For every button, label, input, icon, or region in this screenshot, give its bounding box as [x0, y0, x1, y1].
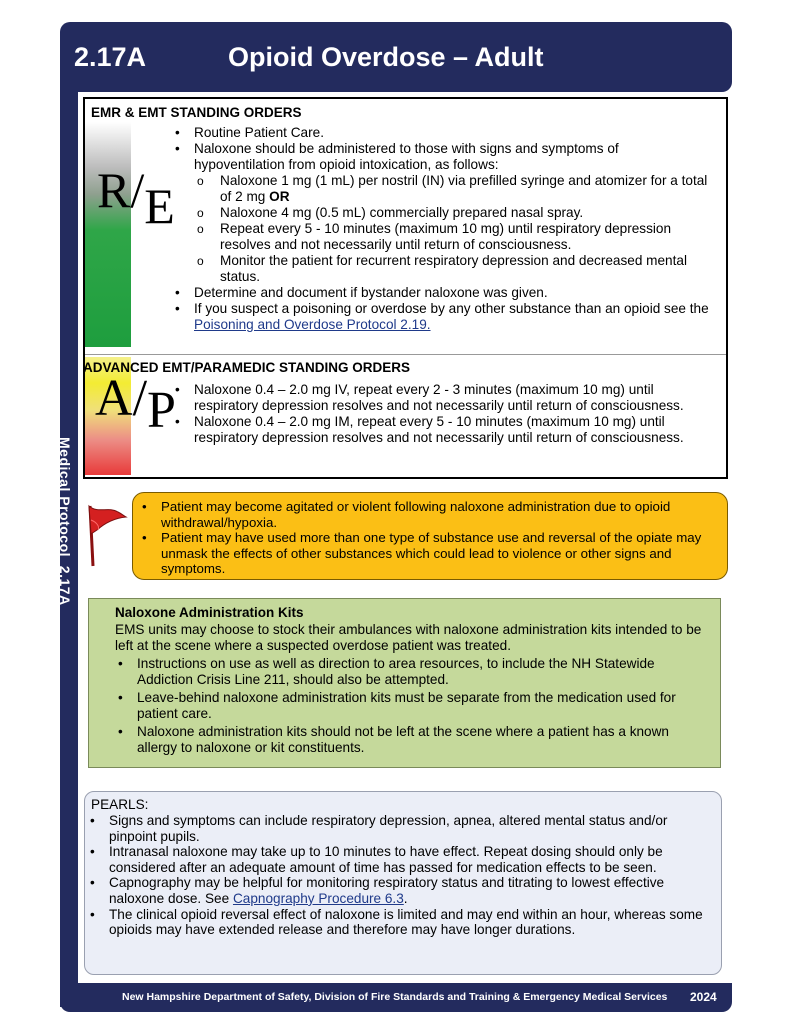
emr-orders-list: [172, 125, 712, 333]
re-badge: [97, 162, 175, 234]
red-flag-icon: [80, 500, 130, 570]
side-label: Medical Protocol 2.17A: [57, 437, 73, 606]
emr-section-title: EMR & EMT STANDING ORDERS: [91, 105, 302, 120]
pearls-list: [87, 813, 711, 938]
list-item: • The clinical opioid reversal effect of naloxone is limited and may end within an hour, whereas some opioids may have extended release and therefore may have longer durations.: [87, 907, 711, 938]
list-item: • Signs and symptoms can include respiratory depression, apnea, altered mental status and/or pinpoint pupils.: [87, 813, 711, 844]
page-title: Opioid Overdose – Adult: [228, 42, 544, 72]
list-item: • Naloxone 0.4 – 2.0 mg IM, repeat every 5 - 10 minutes (maximum 10 mg) until respiratory depression resolves and not necessarily until return of consciousness.: [172, 414, 712, 446]
list-item: • Naloxone should be administered to those with signs and symptoms of hypoventilation from opioid intoxication, as follows: o Naloxone 1 mg (1 mL) per nostril (IN) via prefilled syringe and atomizer for a total of 2 mg OR o Naloxone 4 mg (0.5 mL) commercially prepared nasal spray. o Repeat every 5 - 10 minutes (maximum 10 mg) until respiratory depression resolves and not necessarily until return of consciousness. o Monitor the patient for recurrent respiratory depression and decreased mental status.: [172, 141, 712, 285]
footer-year: 2024: [690, 990, 717, 1004]
poisoning-protocol-link[interactable]: Poisoning and Overdose Protocol 2.19.: [194, 317, 431, 332]
naloxone-sublist: [194, 173, 712, 285]
section-divider: [85, 354, 726, 355]
list-item: • Naloxone administration kits should not be left at the scene where a patient has a known allergy to naloxone or kit constituents.: [115, 724, 711, 756]
ap-badge: [95, 370, 176, 439]
list-item: • Naloxone 0.4 – 2.0 mg IV, repeat every 2 - 3 minutes (maximum 10 mg) until respiratory depression resolves and not necessarily until return of consciousness.: [172, 382, 712, 414]
kit-intro: EMS units may choose to stock their ambulances with naloxone administration kits intended to be left at the scene where a suspected overdose patient was treated.: [115, 622, 702, 653]
sub-list-item: o Naloxone 4 mg (0.5 mL) commercially prepared nasal spray.: [194, 205, 712, 221]
advanced-section-title: ADVANCED EMT/PARAMEDIC STANDING ORDERS: [83, 360, 411, 375]
ap-badge-letter-p: P: [147, 382, 176, 439]
list-item: • Patient may become agitated or violent following naloxone administration due to opioid withdrawal/hypoxia.: [139, 499, 721, 530]
warning-list: [139, 499, 721, 577]
kit-title: Naloxone Administration Kits: [115, 605, 304, 620]
list-item: • Patient may have used more than one type of substance use and reversal of the opiate may unmask the effects of other substances which could lead to violence or other signs and symptoms.: [139, 530, 721, 577]
pearls-title: PEARLS:: [91, 797, 149, 812]
re-badge-letter-e: E: [144, 178, 175, 234]
emr-level-gradient: [85, 122, 131, 347]
ap-badge-slash: /: [132, 370, 148, 427]
page-footer: [60, 983, 732, 1012]
list-item: • If you suspect a poisoning or overdose by any other substance than an opioid see the Poisoning and Overdose Protocol 2.19.: [172, 301, 712, 333]
sub-list-item: o Repeat every 5 - 10 minutes (maximum 10 mg) until respiratory depression resolves and not necessarily until return of consciousness.: [194, 221, 712, 253]
sub-list-item: o Monitor the patient for recurrent respiratory depression and decreased mental status.: [194, 253, 712, 285]
footer-text: New Hampshire Department of Safety, Division of Fire Standards and Training & Emergency Medical Services: [122, 991, 668, 1003]
protocol-number: 2.17A: [74, 42, 147, 72]
list-item: • Leave-behind naloxone administration kits must be separate from the medication used for patient care.: [115, 690, 711, 722]
list-item: • Instructions on use as well as direction to area resources, to include the NH Statewide Addiction Crisis Line 211, should also be attempted.: [115, 656, 711, 688]
advanced-orders-list: [172, 382, 712, 446]
page-header: [60, 22, 732, 92]
ap-badge-letter-a: A: [95, 370, 133, 427]
naloxone-kit-box: [88, 598, 721, 768]
pearls-box: [84, 791, 722, 975]
kit-list: [115, 656, 711, 758]
list-item: • Determine and document if bystander naloxone was given.: [172, 285, 712, 301]
list-item: • Capnography may be helpful for monitoring respiratory status and titrating to lowest effective naloxone dose. See Capnography Procedure 6.3.: [87, 875, 711, 906]
re-badge-letter-r: R: [97, 162, 131, 218]
capnography-procedure-link[interactable]: Capnography Procedure 6.3: [232, 890, 404, 906]
warning-box: [132, 492, 728, 580]
re-badge-slash: /: [130, 162, 145, 218]
standing-orders-box: [83, 97, 728, 479]
list-item: • Routine Patient Care.: [172, 125, 712, 141]
sub-list-item: o Naloxone 1 mg (1 mL) per nostril (IN) via prefilled syringe and atomizer for a total of 2 mg OR: [194, 173, 712, 205]
list-item: • Intranasal naloxone may take up to 10 minutes to have effect. Repeat dosing should only be considered after an adequate amount of time has passed for medication effects to be seen.: [87, 844, 711, 875]
